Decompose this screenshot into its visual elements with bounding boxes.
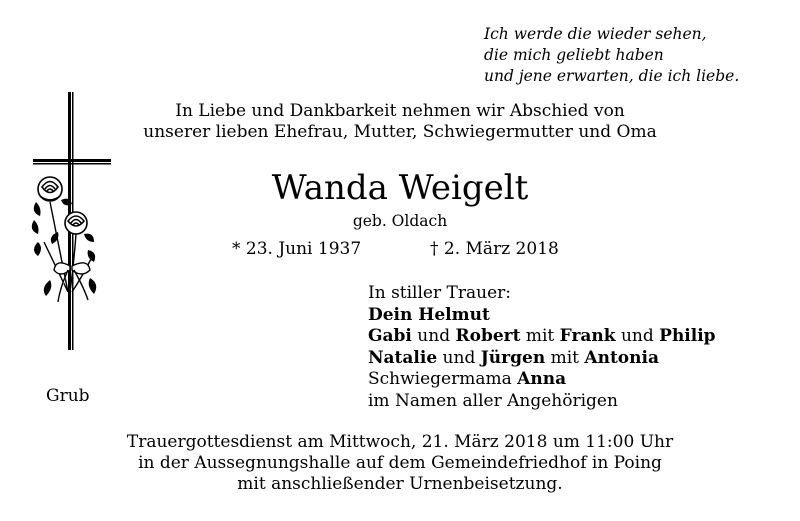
connector-text: und [411,326,456,346]
intro-line: unserer lieben Ehefrau, Mutter, Schwiegermutter und Oma [143,122,657,142]
mourner-name: Dein Helmut [368,304,490,325]
poem-line: Ich werde die wieder sehen, [484,25,707,43]
poem-line: die mich geliebt haben [484,46,664,64]
mourner-line [368,305,716,327]
mourner-name: Natalie [368,347,438,368]
mourner-line [368,369,716,391]
mourner-name: Frank [559,326,616,346]
death-date: † 2. März 2018 [430,239,559,259]
mourners-heading: In stiller Trauer: [368,283,511,303]
mourner-name: Philip [659,326,716,346]
mourners-list [368,283,716,412]
poem-line: und jene erwarten, die ich liebe. [484,67,740,85]
mourner-line [368,326,716,348]
intro-line: In Liebe und Dankbarkeit nehmen wir Abschied von [175,101,625,121]
mourner-name: Antonia [584,347,659,368]
connector-text: und [615,326,660,346]
service-line: Trauergottesdienst am Mittwoch, 21. März 2018 um 11:00 Uhr [126,432,674,452]
connector-text: mit [545,347,585,368]
mourner-line [368,348,716,370]
deceased-name: Wanda Weigelt [271,168,529,208]
poem [484,24,739,87]
mourner-name: Robert [455,326,521,346]
relation-text: Schwiegermama [368,369,518,389]
mourner-name: Jürgen [480,347,546,368]
intro-text [0,101,800,143]
mourner-name: Anna [517,369,567,389]
service-line: mit anschließender Urnenbeisetzung. [237,474,563,494]
mourner-name: Gabi [368,326,412,346]
mourner-line: im Namen aller Angehörigen [368,390,618,411]
connector-text: und [437,347,481,368]
service-info [0,432,800,495]
place-name: Grub [46,386,90,406]
birth-date: * 23. Juni 1937 [232,239,362,259]
maiden-name: geb. Oldach [352,212,448,230]
connector-text: mit [520,326,560,346]
service-line: in der Aussegnungshalle auf dem Gemeindefriedhof in Poing [138,453,662,473]
